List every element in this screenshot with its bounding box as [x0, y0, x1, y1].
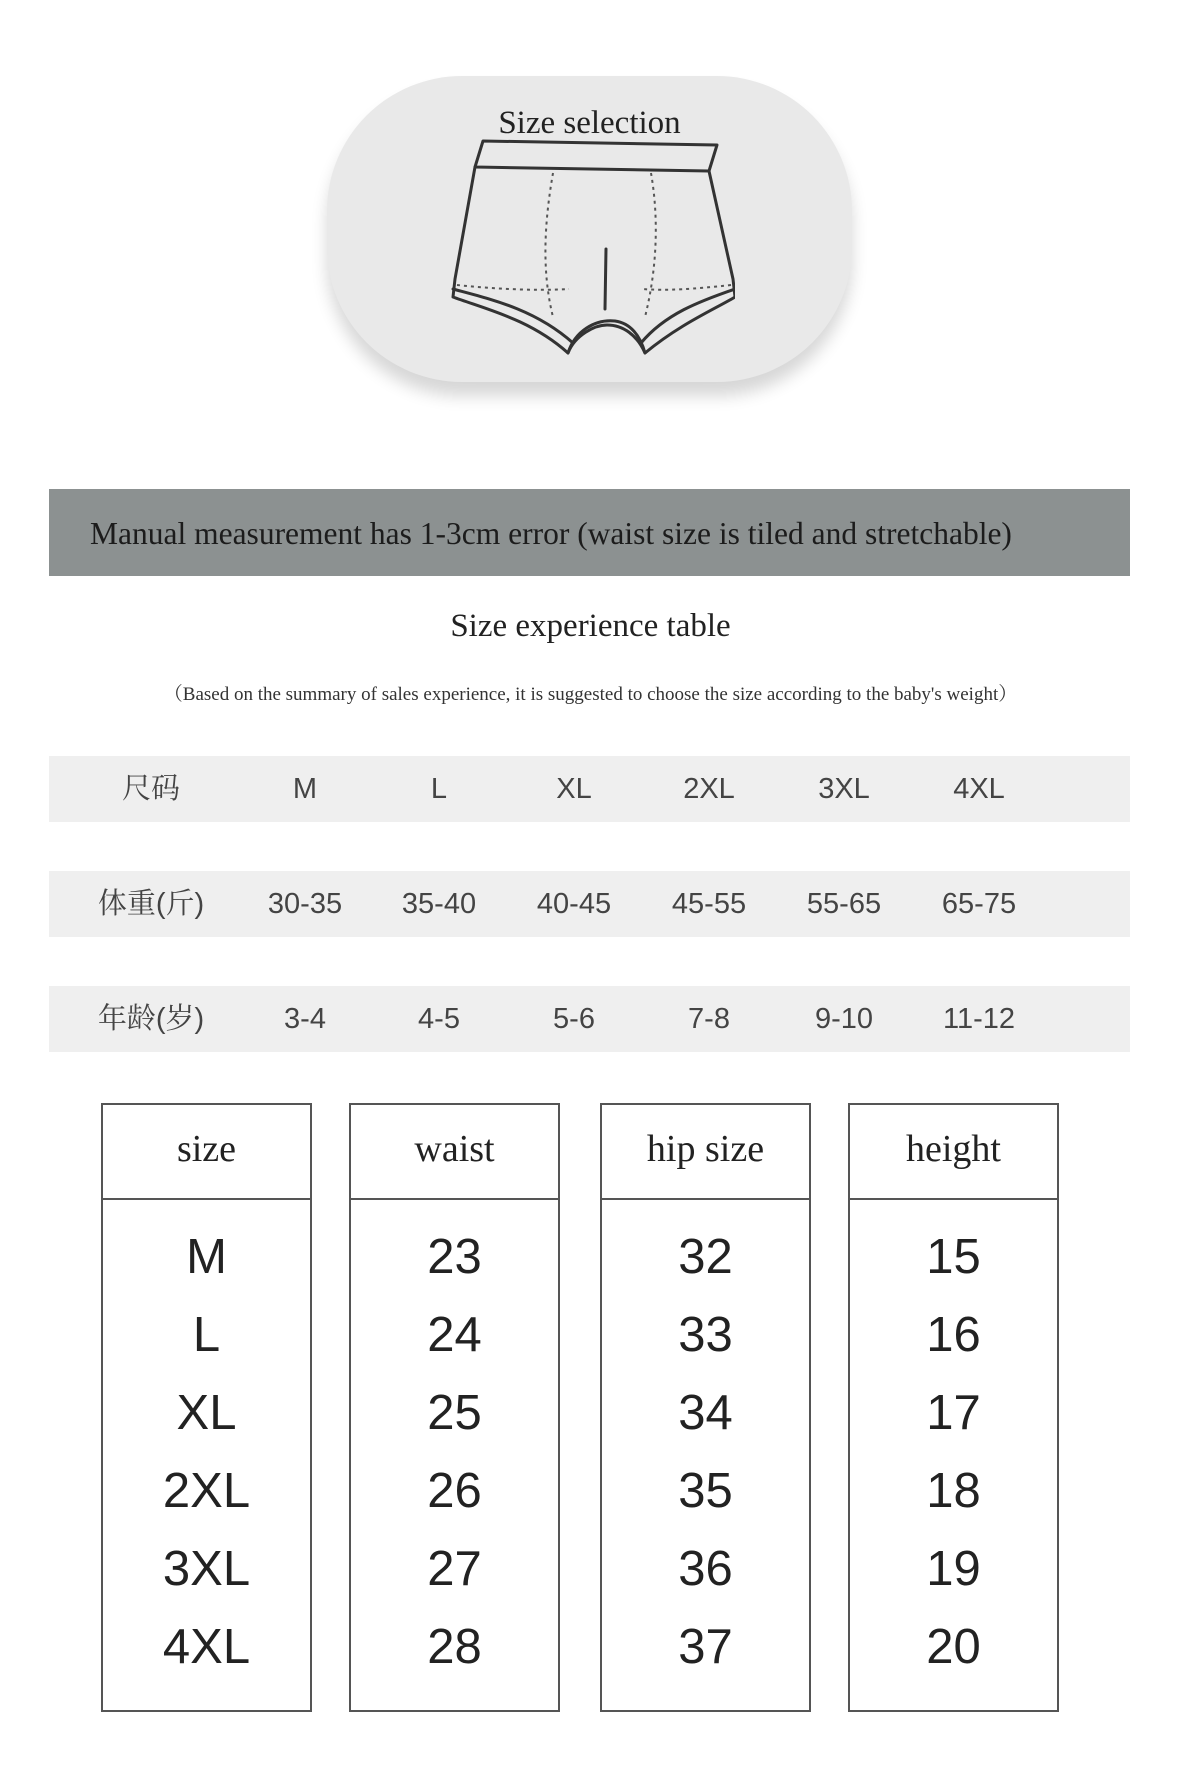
- row-cell: 3-4: [284, 1003, 326, 1035]
- measurement-note-banner: [49, 489, 1130, 576]
- badge-title: Size selection: [498, 105, 681, 141]
- size-column: [101, 1103, 312, 1712]
- column-value: 24: [427, 1308, 482, 1362]
- row-cell: 4-5: [418, 1003, 460, 1035]
- column-value: 15: [926, 1230, 981, 1284]
- column-value: 28: [427, 1620, 482, 1674]
- row-cell: 3XL: [818, 773, 870, 805]
- weight-row: [49, 871, 1130, 937]
- row-cell: 9-10: [814, 1003, 874, 1035]
- age-row: [49, 986, 1130, 1052]
- row-label: 尺码: [121, 773, 180, 805]
- column-value: 23: [427, 1230, 482, 1284]
- column-value: XL: [176, 1386, 237, 1440]
- column-value: 16: [926, 1308, 981, 1362]
- experience-table-note: （Based on the summary of sales experience, it is suggested to choose the size according to the baby's weight）: [163, 684, 1018, 705]
- column-value: 20: [926, 1620, 981, 1674]
- column-value: 33: [678, 1308, 733, 1362]
- row-cell: 45-55: [671, 888, 747, 920]
- row-cell: 40-45: [536, 888, 612, 920]
- row-label: 体重(斤): [97, 888, 205, 920]
- row-cell: 2XL: [683, 773, 735, 805]
- row-cell: 35-40: [401, 888, 477, 920]
- column-value: 32: [678, 1230, 733, 1284]
- column-value: 2XL: [162, 1464, 251, 1518]
- column-value: 35: [678, 1464, 733, 1518]
- row-label: 年龄(岁): [97, 1003, 205, 1035]
- experience-table-title: Size experience table: [450, 608, 731, 644]
- row-cell: 4XL: [953, 773, 1005, 805]
- column-header: size: [103, 1105, 310, 1200]
- column-value: 18: [926, 1464, 981, 1518]
- row-cell: L: [430, 773, 448, 805]
- column-value: 25: [427, 1386, 482, 1440]
- column-header: hip size: [602, 1105, 809, 1200]
- column-value: 36: [678, 1542, 733, 1596]
- row-cell: XL: [556, 773, 592, 805]
- column-value: 19: [926, 1542, 981, 1596]
- size-selection-badge: [327, 76, 852, 382]
- banner-text: Manual measurement has 1-3cm error (waist size is tiled and stretchable): [90, 516, 1012, 551]
- column-value: 27: [427, 1542, 482, 1596]
- column-value: 17: [926, 1386, 981, 1440]
- row-cell: M: [292, 773, 318, 805]
- row-cell: 65-75: [941, 888, 1017, 920]
- column-value: 37: [678, 1620, 733, 1674]
- row-cell: 11-12: [942, 1003, 1016, 1035]
- column-header: waist: [351, 1105, 558, 1200]
- column-value: 34: [678, 1386, 733, 1440]
- row-cell: 55-65: [806, 888, 882, 920]
- boxer-briefs-icon: [445, 139, 735, 369]
- column-value: 3XL: [162, 1542, 251, 1596]
- size-row: [49, 756, 1130, 822]
- column-header: height: [850, 1105, 1057, 1200]
- column-value: M: [186, 1230, 227, 1284]
- row-cell: 5-6: [553, 1003, 595, 1035]
- row-cell: 30-35: [267, 888, 343, 920]
- hip-size-column: [600, 1103, 811, 1712]
- column-value: 26: [427, 1464, 482, 1518]
- column-value: L: [192, 1308, 221, 1362]
- column-value: 4XL: [162, 1620, 251, 1674]
- row-cell: 7-8: [688, 1003, 730, 1035]
- waist-column: [349, 1103, 560, 1712]
- height-column: [848, 1103, 1059, 1712]
